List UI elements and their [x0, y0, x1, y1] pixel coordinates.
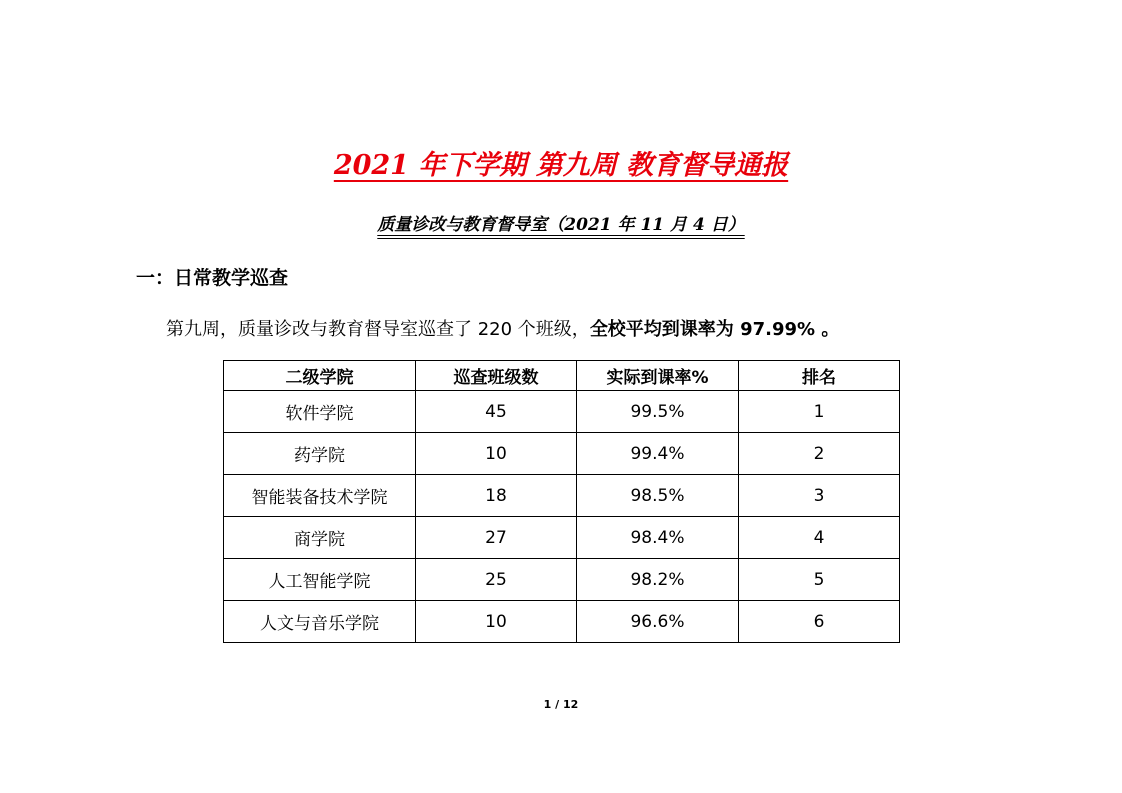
cell-attendance-rate: 99.4% — [577, 433, 739, 475]
subtitle — [0, 210, 1122, 240]
cell-college: 软件学院 — [224, 391, 416, 433]
cell-rank: 6 — [739, 601, 900, 643]
cell-attendance-rate: 98.5% — [577, 475, 739, 517]
cell-attendance-rate: 98.2% — [577, 559, 739, 601]
header-college: 二级学院 — [224, 361, 416, 391]
cell-college: 智能装备技术学院 — [224, 475, 416, 517]
table-row — [224, 559, 900, 601]
cell-college: 人文与音乐学院 — [224, 601, 416, 643]
cell-rank: 3 — [739, 475, 900, 517]
cell-college: 药学院 — [224, 433, 416, 475]
table-header-row — [224, 361, 900, 391]
summary-prefix: 第九周，质量诊改与教育督导室巡查了 220 个班级， — [166, 319, 590, 340]
attendance-table — [223, 360, 900, 643]
cell-attendance-rate: 99.5% — [577, 391, 739, 433]
cell-class-count: 18 — [416, 475, 577, 517]
cell-class-count: 27 — [416, 517, 577, 559]
cell-class-count: 25 — [416, 559, 577, 601]
header-rank: 排名 — [739, 361, 900, 391]
table-row — [224, 517, 900, 559]
subtitle-text: 质量诊改与教育督导室（2021 年 11 月 4 日） — [377, 215, 745, 235]
header-attendance-rate: 实际到课率% — [577, 361, 739, 391]
page-title-text: 2021 年下学期 第九周 教育督导通报 — [333, 150, 789, 181]
cell-college: 人工智能学院 — [224, 559, 416, 601]
table-row — [224, 433, 900, 475]
cell-rank: 5 — [739, 559, 900, 601]
table-row — [224, 391, 900, 433]
page-number: 1 / 12 — [543, 698, 579, 711]
summary-highlight: 全校平均到课率为 97.99% 。 — [589, 319, 840, 340]
cell-attendance-rate: 96.6% — [577, 601, 739, 643]
cell-class-count: 10 — [416, 433, 577, 475]
cell-class-count: 45 — [416, 391, 577, 433]
cell-college: 商学院 — [224, 517, 416, 559]
cell-rank: 2 — [739, 433, 900, 475]
cell-rank: 4 — [739, 517, 900, 559]
table-row — [224, 601, 900, 643]
header-class-count: 巡查班级数 — [416, 361, 577, 391]
cell-rank: 1 — [739, 391, 900, 433]
table-row — [224, 475, 900, 517]
section-heading: 一：日常教学巡查 — [136, 267, 289, 289]
page-title — [0, 146, 1122, 186]
cell-class-count: 10 — [416, 601, 577, 643]
summary-paragraph — [166, 315, 839, 345]
cell-attendance-rate: 98.4% — [577, 517, 739, 559]
